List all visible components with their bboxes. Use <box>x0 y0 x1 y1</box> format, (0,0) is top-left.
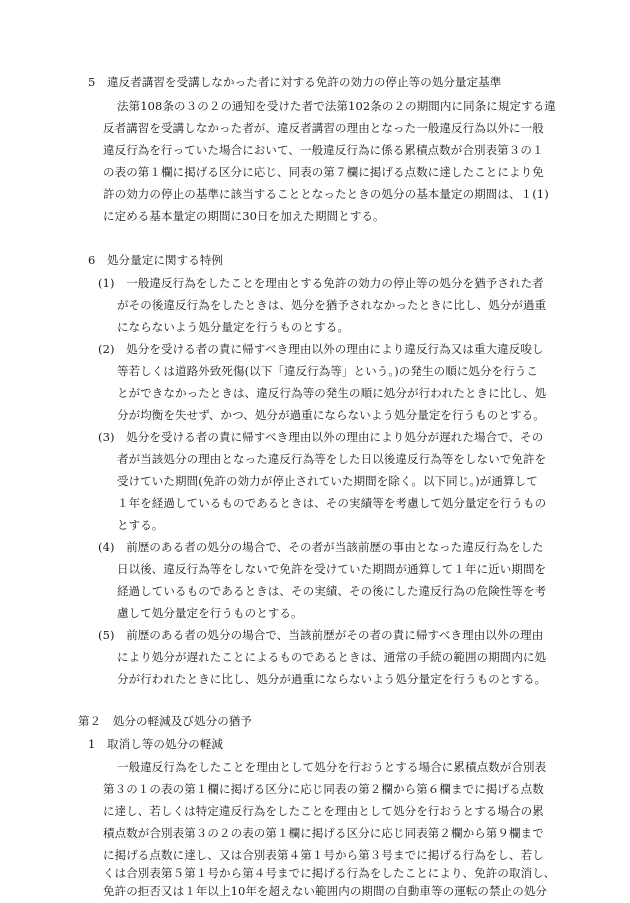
section-6-item-2-line: 等若しくは道路外致死傷(以下「違反行為等」という。)の発生の順に処分を行うこ <box>117 364 539 378</box>
section-6-item-3-line: とする。 <box>117 518 164 532</box>
section-5-line: 反者講習を受講しなかった者が、違反者講習の理由となった一般違反行為以外に一般 <box>103 121 544 135</box>
section-6-item-2-line: (2) 処分を受ける者の責に帰すべき理由以外の理由により違反行為又は重大違反唆し <box>98 342 544 356</box>
section-5-line: の表の第１欄に掲げる区分に応じ、同表の第７欄に掲げる点数に達したことにより免 <box>103 165 544 179</box>
section-5-line: に定める基本量定の期間に30日を加えた期間とする。 <box>103 209 385 223</box>
section-6-item-4-line: 日以後、違反行為等をしないで免許を受けていた期間が通算して１年に近い期間を <box>117 562 547 576</box>
part-2-line: 第３の１の表の第１欄に掲げる区分に応じ同表の第２欄から第６欄までに掲げる点数 <box>103 782 544 796</box>
section-6-item-1-line: がその後違反行為をしたときは、処分を猶予されなかったときに比し、処分が過重 <box>117 298 547 312</box>
section-6-item-3-line: 者が当該処分の理由となった違反行為等をした日以後違反行為等をしないで免許を <box>117 452 547 466</box>
section-5-line: 許の効力の停止の基準に該当することとなったときの処分の基本量定の期間は、１(1) <box>103 187 549 201</box>
section-6-item-3-line: １年を経過しているものであるときは、その実績等を考慮して処分量定を行うもの <box>117 496 547 510</box>
part-2-line: 一般違反行為をしたことを理由として処分を行おうとする場合に累積点数が合別表 <box>117 760 547 774</box>
section-6-item-3-line: 受けていた期間(免許の効力が停止されていた期間を除く。以下同じ。)が通算して <box>117 474 538 488</box>
section-6-item-4-line: (4) 前歴のある者の処分の場合で、その者が当該前歴の事由となった違反行為をした <box>98 540 544 554</box>
section-6-item-1-line: (1) 一般違反行為をしたことを理由とする免許の効力の停止等の処分を猶予された者 <box>98 276 544 290</box>
section-5-line: 違反行為を行っていた場合において、一般違反行為に係る累積点数が合別表第３の１ <box>103 143 544 157</box>
section-6-item-2-line: 分が均衡を失せず、かつ、処分が過重にならないよう処分量定を行うものとする。 <box>117 408 545 422</box>
part-2-subheading: 1 取消し等の処分の軽減 <box>88 737 224 751</box>
section-6-item-5-line: により処分が遅れたことによるものであるときは、通常の手続の範囲の期間内に処 <box>117 650 547 664</box>
part-2-line: に達し、若しくは特定違反行為をしたことを理由として処分を行おうとする場合の累 <box>103 804 544 818</box>
section-5-line: 法第108条の３の２の通知を受けた者で法第102条の２の期間内に同条に規定する違 <box>117 99 556 113</box>
section-6-item-5-line: (5) 前歴のある者の処分の場合で、当該前歴がその者の責に帰すべき理由以外の理由 <box>98 628 544 642</box>
section-6-item-4-line: 慮して処分量定を行うものとする。 <box>117 606 303 620</box>
section-6-item-1-line: にならないよう処分量定を行うものとする。 <box>117 320 349 334</box>
part-2-line: くは合別表第５第１号から第４号までに掲げる行為をしたことにより、免許の取消し、 <box>103 866 556 880</box>
section-6-item-4-line: 経過しているものであるときは、その実績、その後にした違反行為の危険性等を考 <box>117 584 547 598</box>
part-2-line: 積点数が合別表第３の２の表の第１欄に掲げる区分に応じ同表第２欄から第９欄まで <box>103 826 544 840</box>
section-6-heading: 6 処分量定に関する特例 <box>88 253 224 267</box>
section-6-item-5-line: 分が行われたときに比し、処分が過重にならないよう処分量定を行うものとする。 <box>117 672 547 686</box>
part-2-line: に掲げる点数に達し、又は合別表第４第１号から第３号までに掲げる行為をし、若し <box>103 848 544 862</box>
part-2-line: 免許の拒否又は１年以上10年を超えない範囲内の期間の自動車等の運転の禁止の処分 <box>103 884 548 898</box>
section-6-item-2-line: とができなかったときは、違反行為等の発生の順に処分が行われたときに比し、処 <box>117 386 547 400</box>
section-5-heading: 5 違反者講習を受講しなかった者に対する免許の効力の停止等の処分量定基準 <box>88 75 502 89</box>
part-2-heading: 第２ 処分の軽減及び処分の猶予 <box>78 714 252 728</box>
section-6-item-3-line: (3) 処分を受ける者の責に帰すべき理由以外の理由により処分が遅れた場合で、その <box>98 430 544 444</box>
